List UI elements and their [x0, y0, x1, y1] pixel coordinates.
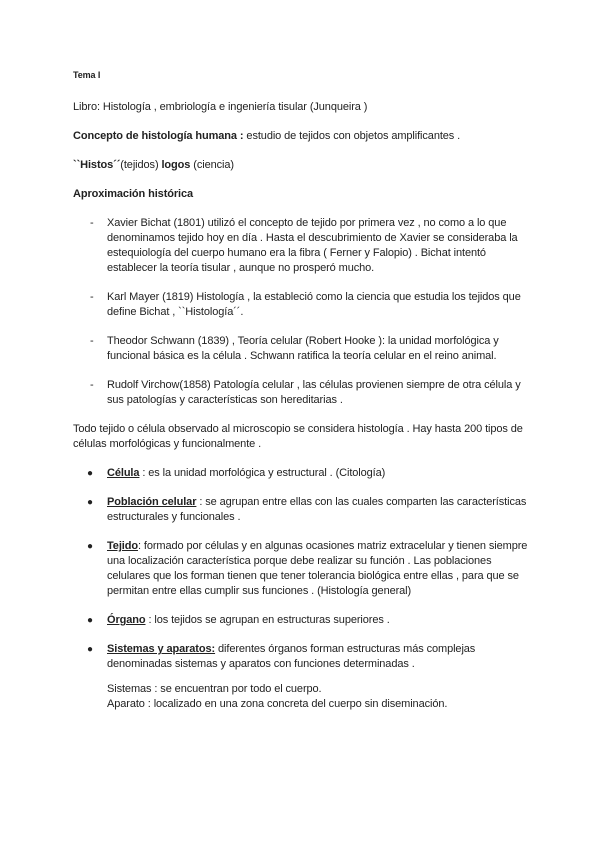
list-item [73, 642, 533, 672]
body-paragraph: Todo tejido o célula observado al microscopio se considera histología . Hay hasta 200 tipos de células morfológicas y funcionalmente . [73, 423, 523, 450]
history-list [73, 216, 533, 408]
level-term: Célula [107, 467, 140, 479]
level-text: : se agrupan entre ellas con las cuales comparten las características estructurales y funcionales . [107, 496, 527, 523]
etymology-line [73, 158, 533, 173]
bullet-icon: ● [87, 468, 93, 479]
list-item [73, 290, 533, 320]
document-page [73, 68, 533, 712]
dash-marker: - [90, 335, 94, 347]
list-item [73, 466, 533, 481]
list-item [73, 613, 533, 628]
book-reference: Libro: Histología , embriología e ingeniería tisular (Junqueira ) [73, 101, 368, 113]
section-heading: Aproximación histórica [73, 188, 194, 200]
level-text: : es la unidad morfológica y estructural . (Citología) [139, 467, 386, 479]
list-item [73, 216, 533, 276]
level-text: : formado por células y en algunas ocasiones matriz extracelular y tienen siempre una localización característica porque debe realizar su función . Las poblaciones celulares que los forman tienen que tener tolerancia biológica entre ellas , para que se permitan entre ellas cumplir sus funciones . (Histología general) [107, 540, 528, 597]
section-label: Tema I [73, 70, 101, 80]
bullet-icon: ● [87, 541, 93, 552]
level-text: diferentes órganos forman estructuras más complejas denominadas sistemas y aparatos con funciones determinadas . [107, 643, 476, 670]
definition-text: estudio de tejidos con objetos amplificantes . [243, 130, 461, 142]
list-item [73, 495, 533, 525]
list-item [73, 378, 533, 408]
level-term: Tejido [107, 540, 138, 552]
dash-marker: - [90, 291, 94, 303]
definition-term: Concepto de histología humana : [73, 130, 244, 142]
etymology-ciencia: (ciencia) [190, 159, 234, 171]
aparato-note: Aparato : localizado en una zona concreta del cuerpo sin diseminación. [107, 698, 448, 710]
etymology-histos: ``Histos´´ [73, 159, 121, 171]
list-item-text: Xavier Bichat (1801) utilizó el concepto de tejido por primera vez , no como a lo que denominamos tejido hoy en día . Hasta el descubrimiento de Xavier se consideraba la estequiología del cuerpo humano era la fibra ( Ferner y Falopio) . Bichat intentó establecer la teoría tisular , aunque no prosperó mucho. [107, 217, 518, 274]
definition-paragraph [73, 129, 533, 144]
bullet-icon: ● [87, 497, 93, 508]
systems-note [73, 682, 533, 712]
bullet-icon: ● [87, 615, 93, 626]
list-item-text: Theodor Schwann (1839) , Teoría celular (Robert Hooke ): la unidad morfológica y funcional básica es la célula . Schwann ratifica la teoría celular en el reino animal. [107, 335, 499, 362]
list-item [73, 334, 533, 364]
sistemas-note: Sistemas : se encuentran por todo el cuerpo. [107, 683, 322, 695]
bullet-icon: ● [87, 644, 93, 655]
level-term: Sistemas y aparatos: [107, 643, 216, 655]
level-text: : los tejidos se agrupan en estructuras superiores . [145, 614, 390, 626]
list-item-text: Karl Mayer (1819) Histología , la estableció como la ciencia que estudia los tejidos que define Bichat , ``Histología´´. [107, 291, 521, 318]
list-item [73, 539, 533, 599]
level-term: Órgano [107, 614, 146, 626]
level-term: Población celular [107, 496, 197, 508]
list-item-text: Rudolf Virchow(1858) Patología celular , las células provienen siempre de otra célula y sus patologías y características son hereditarias . [107, 379, 521, 406]
dash-marker: - [90, 217, 94, 229]
etymology-logos: logos [161, 159, 191, 171]
levels-list [73, 466, 533, 672]
etymology-tejidos: (tejidos) [120, 159, 162, 171]
dash-marker: - [90, 379, 94, 391]
